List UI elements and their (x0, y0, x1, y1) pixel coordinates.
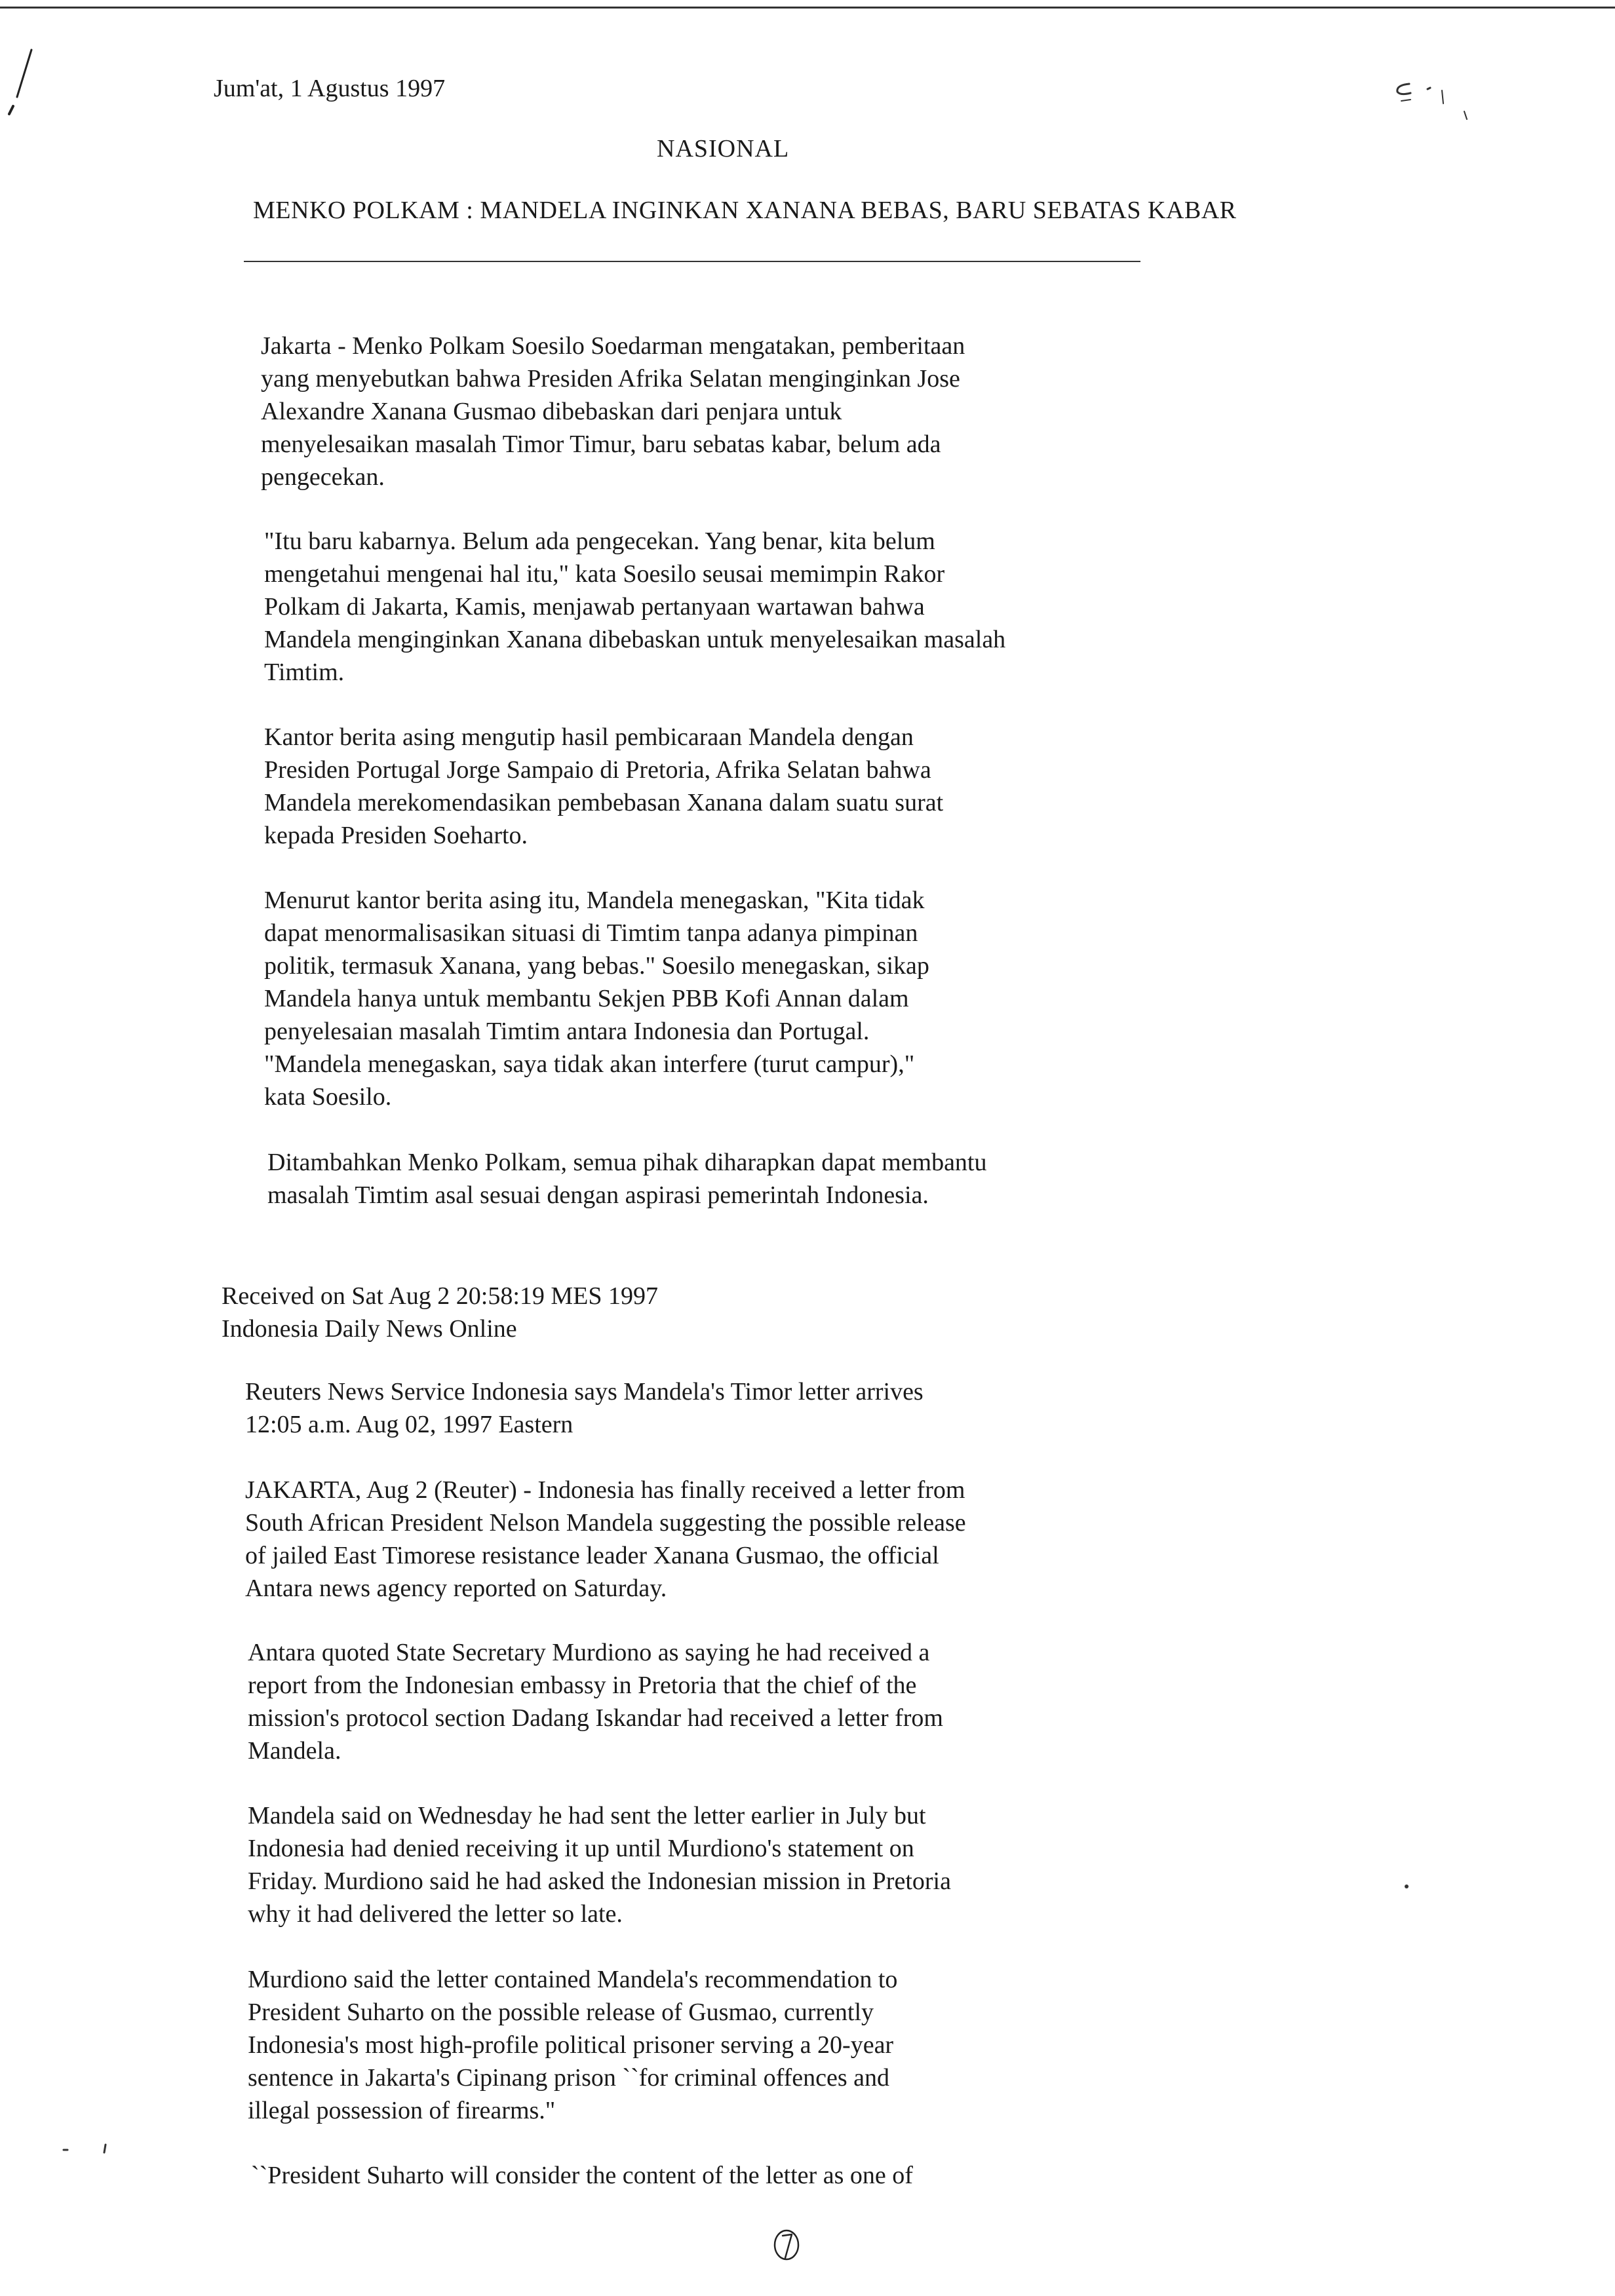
headline-rule (244, 261, 1140, 262)
text-line: "Itu baru kabarnya. Belum ada pengecekan. Yang benar, kita belum (264, 527, 935, 555)
text-line: report from the Indonesian embassy in Pretoria that the chief of the (248, 1672, 917, 1699)
paragraph-id-4 (264, 884, 929, 1113)
text-line: why it had delivered the letter so late. (248, 1900, 623, 1928)
text-line: Indonesia had denied receiving it up until Murdiono's statement on (248, 1835, 914, 1862)
text-line: penyelesaian masalah Timtim antara Indonesia dan Portugal. (264, 1018, 870, 1045)
text-line: kepada Presiden Soeharto. (264, 822, 528, 849)
text-line: pengecekan. (261, 463, 385, 491)
paragraph-en-4 (248, 1799, 951, 1930)
paragraph-en-1 (245, 1375, 924, 1441)
text-line: Kantor berita asing mengutip hasil pembicaraan Mandela dengan (264, 723, 914, 751)
text-line: Timtim. (264, 659, 345, 686)
text-line: politik, termasuk Xanana, yang bebas." Soesilo menegaskan, sikap (264, 952, 929, 980)
text-line: Presiden Portugal Jorge Sampaio di Pretoria, Afrika Selatan bahwa (264, 756, 931, 784)
text-line: menyelesaikan masalah Timor Timur, baru sebatas kabar, belum ada (261, 430, 941, 458)
text-line: South African President Nelson Mandela suggesting the possible release (245, 1509, 966, 1537)
text-line: Mandela said on Wednesday he had sent the letter earlier in July but (248, 1802, 926, 1829)
text-line: sentence in Jakarta's Cipinang prison ``for criminal offences and (248, 2064, 890, 2092)
text-line: Antara news agency reported on Saturday. (245, 1575, 667, 1602)
text-line: Murdiono said the letter contained Mandela's recommendation to (248, 1966, 898, 1993)
dateline: Jum'at, 1 Agustus 1997 (214, 75, 446, 102)
text-line: ``President Suharto will consider the content of the letter as one of (251, 2162, 913, 2189)
text-line: Mandela menginginkan Xanana dibebaskan untuk menyelesaikan masalah (264, 626, 1006, 653)
text-line: yang menyebutkan bahwa Presiden Afrika Selatan menginginkan Jose (261, 365, 960, 392)
paragraph-id-1 (261, 330, 965, 493)
text-line: "Mandela menegaskan, saya tidak akan interfere (turut campur)," (264, 1050, 915, 1078)
top-scan-edge-line (0, 7, 1615, 9)
text-line: Mandela. (248, 1737, 341, 1765)
scan-specks (62, 2139, 121, 2159)
text-line: Jakarta - Menko Polkam Soesilo Soedarman mengatakan, pemberitaan (261, 332, 965, 360)
received-timestamp: Received on Sat Aug 2 20:58:19 MES 1997 (222, 1282, 659, 1310)
text-line: dapat menormalisasikan situasi di Timtim tanpa adanya pimpinan (264, 919, 918, 947)
text-line: Friday. Murdiono said he had asked the Indonesian mission in Pretoria (248, 1867, 951, 1895)
text-line: Reuters News Service Indonesia says Mandela's Timor letter arrives (245, 1378, 924, 1406)
text-line: Antara quoted State Secretary Murdiono as saying he had received a (248, 1639, 930, 1666)
paragraph-en-6 (251, 2159, 913, 2192)
text-line: 12:05 a.m. Aug 02, 1997 Eastern (245, 1411, 574, 1438)
text-line: mengetahui mengenai hal itu," kata Soesilo seusai memimpin Rakor (264, 560, 945, 588)
paragraph-en-3 (248, 1636, 943, 1767)
text-line: JAKARTA, Aug 2 (Reuter) - Indonesia has finally received a letter from (245, 1476, 965, 1504)
text-line: President Suharto on the possible release of Gusmao, currently (248, 1999, 874, 2026)
paragraph-en-2 (245, 1474, 966, 1605)
text-line: Polkam di Jakarta, Kamis, menjawab pertanyaan wartawan bahwa (264, 593, 925, 621)
handwritten-pen-mark (4, 46, 37, 124)
handwritten-page-number (767, 2221, 806, 2267)
text-line: masalah Timtim asal sesuai dengan aspirasi pemerintah Indonesia. (267, 1181, 929, 1209)
received-info (222, 1280, 658, 1345)
text-line: Indonesia's most high-profile political prisoner serving a 20-year (248, 2031, 894, 2059)
handwritten-corner-mark (1390, 72, 1481, 124)
text-line: kata Soesilo. (264, 1083, 392, 1111)
text-line: Mandela merekomendasikan pembebasan Xanana dalam suatu surat (264, 789, 944, 816)
text-line: Mandela hanya untuk membantu Sekjen PBB Kofi Annan dalam (264, 985, 909, 1012)
scan-dot (1405, 1885, 1409, 1888)
text-line: Ditambahkan Menko Polkam, semua pihak diharapkan dapat membantu (267, 1149, 987, 1176)
paragraph-id-2 (264, 525, 1005, 689)
paragraph-id-3 (264, 721, 943, 852)
headline: MENKO POLKAM : MANDELA INGINKAN XANANA BEBAS, BARU SEBATAS KABAR (253, 197, 1237, 224)
paragraph-en-5 (248, 1963, 897, 2127)
text-line: illegal possession of firearms." (248, 2097, 556, 2124)
text-line: of jailed East Timorese resistance leader Xanana Gusmao, the official (245, 1542, 939, 1569)
received-source: Indonesia Daily News Online (222, 1315, 517, 1343)
text-line: mission's protocol section Dadang Iskandar had received a letter from (248, 1704, 943, 1732)
text-line: Alexandre Xanana Gusmao dibebaskan dari penjara untuk (261, 398, 842, 425)
paragraph-id-5 (267, 1146, 987, 1212)
text-line: Menurut kantor berita asing itu, Mandela menegaskan, "Kita tidak (264, 887, 925, 914)
section-label: NASIONAL (657, 135, 790, 163)
